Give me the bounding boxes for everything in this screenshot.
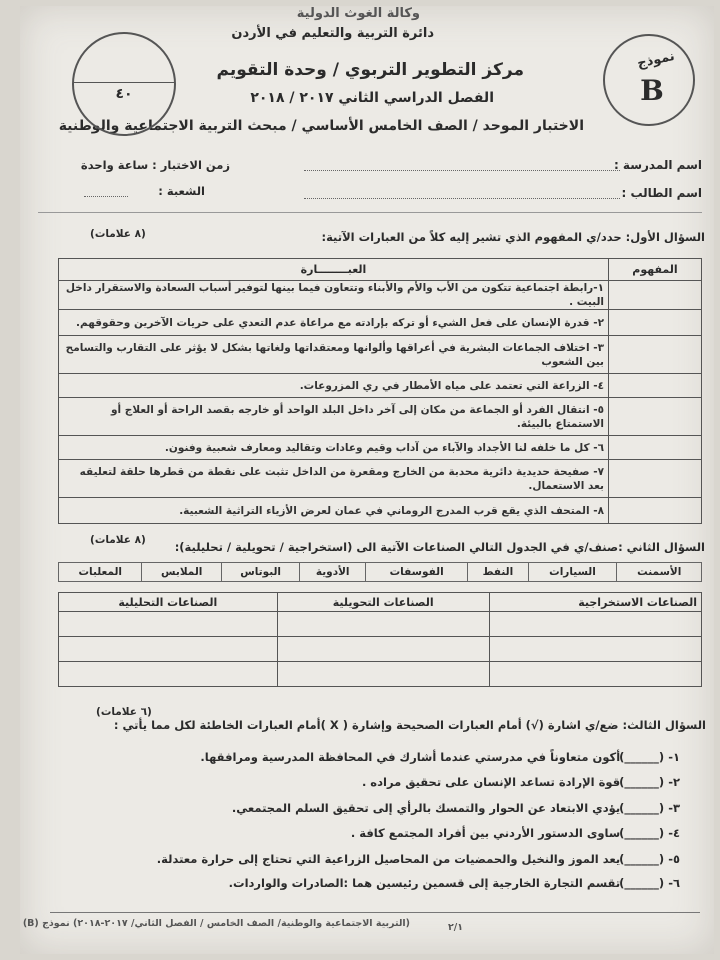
- table-row: [59, 336, 702, 374]
- table-row: [59, 662, 702, 687]
- answer-cell[interactable]: [59, 637, 278, 662]
- semester: الفصل الدراسي الثاني ٢٠١٧ / ٢٠١٨: [250, 90, 494, 106]
- concept-answer-cell[interactable]: [609, 436, 702, 460]
- industry-item: الفوسفات: [366, 563, 468, 582]
- answer-cell[interactable]: [277, 637, 489, 662]
- q2-col-analytical: الصناعات التحليلية: [59, 593, 278, 612]
- q3-item-number: ٥-: [668, 852, 680, 866]
- q3-item-text: يعد الموز والنخيل والحمضيات من المحاصيل الزراعية التي تحتاج إلى حرارة معتدلة.: [156, 852, 621, 866]
- statement-cell: ٤- الزراعة التي تعتمد على مياه الأمطار في ري المزروعات.: [59, 374, 609, 398]
- industry-item: البوتاس: [221, 563, 299, 582]
- q3-item-text: أكون متعاوناً في مدرستي عندما أشارك في المحافظة المدرسية ومرافقها.: [200, 750, 621, 764]
- statement-cell: ٢- قدرة الإنسان على فعل الشيء أو تركه بإرادته مع مراعاة عدم التعدي على حريات الآخرين وحقوقهم.: [59, 310, 609, 336]
- q3-item: [180, 750, 680, 764]
- statement-cell: ٦- كل ما خلفه لنا الأجداد والآباء من آداب وقيم وعادات وتقاليد ومعارف شعبية وفنون.: [59, 436, 609, 460]
- q2-col-transformative: الصناعات التحويلية: [277, 593, 489, 612]
- school-field[interactable]: [304, 170, 620, 171]
- q3-item: [156, 852, 680, 866]
- q3-item-number: ٤-: [668, 826, 680, 840]
- q2-col-extractive: الصناعات الاستخراجية: [489, 593, 701, 612]
- table-row: [59, 310, 702, 336]
- model-circle: [603, 34, 695, 126]
- answer-cell[interactable]: [489, 637, 701, 662]
- table-row: [59, 637, 702, 662]
- q2-items-row: [58, 562, 702, 582]
- q2-header-row: [59, 593, 702, 612]
- statement-cell: ١-رابطة اجتماعية تتكون من الأب والأم والأبناء وتتعاون فيما بينها لتوفير أسباب السعادة والاستقرار داخل البيت .: [59, 281, 609, 310]
- student-label: اسم الطالب :: [621, 186, 702, 200]
- q1-marks: (٨ علامات): [90, 228, 146, 240]
- table-row: [59, 436, 702, 460]
- q3-item-text: يؤدي الابتعاد عن الحوار والتمسك بالرأي إلى تحقيق السلم المجتمعي.: [231, 801, 621, 815]
- answer-cell[interactable]: [277, 662, 489, 687]
- q3-item-number: ٦-: [668, 876, 680, 890]
- q3-item-text: قوة الإرادة تساعد الإنسان على تحقيق مراده .: [361, 775, 621, 789]
- answer-blank[interactable]: (______): [619, 775, 665, 789]
- page-number: ٢/١: [448, 922, 464, 933]
- answer-cell[interactable]: [277, 612, 489, 637]
- q3-item-text: تقسم التجارة الخارجية إلى قسمين رئيسين هما :الصادرات والواردات.: [228, 876, 621, 890]
- q3-item: [180, 876, 680, 890]
- industry-item: الأدوية: [300, 563, 366, 582]
- concept-answer-cell[interactable]: [609, 498, 702, 524]
- concept-answer-cell[interactable]: [609, 336, 702, 374]
- answer-cell[interactable]: [489, 612, 701, 637]
- header-divider: [38, 212, 702, 213]
- industry-item: الملابس: [142, 563, 221, 582]
- answer-blank[interactable]: (______): [619, 826, 665, 840]
- answer-blank[interactable]: (______): [619, 876, 665, 890]
- answer-cell[interactable]: [59, 662, 278, 687]
- table-row: [59, 281, 702, 310]
- model-label: نموذج: [635, 48, 677, 72]
- q3-item-number: ١-: [668, 750, 680, 764]
- statement-cell: ٨- المتحف الذي يقع قرب المدرج الروماني في عمان لعرض الأزياء التراثية الشعبية.: [59, 498, 609, 524]
- concept-answer-cell[interactable]: [609, 281, 702, 310]
- q3-item-number: ٢-: [668, 775, 680, 789]
- q3-item: [180, 775, 680, 789]
- answer-cell[interactable]: [59, 612, 278, 637]
- answer-blank[interactable]: (______): [619, 750, 665, 764]
- q1-table: [58, 258, 702, 524]
- q3-item: [180, 801, 680, 815]
- exam-title: الاختبار الموحد / الصف الخامس الأساسي / مبحث التربية الاجتماعية والوطنية: [58, 118, 584, 134]
- q3-item-number: ٣-: [668, 801, 680, 815]
- q2-marks: (٨ علامات): [90, 534, 146, 546]
- q2-title: السؤال الثاني :صنف/ي في الجدول التالي الصناعات الآتية الى (استخراجية / تحويلية / تحليلية):: [174, 540, 705, 554]
- time-label: زمن الاختبار : ساعة واحدة: [80, 158, 230, 172]
- statement-cell: ٥- انتقال الفرد أو الجماعة من مكان إلى آخر داخل البلد الواحد أو خارجه بقصد الراحة أو العلاج أو الاستمتاع بالبيئة.: [59, 398, 609, 436]
- q3-title: السؤال الثالث: ضع/ي اشارة (√) أمام العبارات الصحيحة وإشارة ( X )أمام العبارات الخاطئة لكل مما يأتي :: [113, 718, 706, 732]
- answer-blank[interactable]: (______): [619, 852, 665, 866]
- center-name: مركز التطوير التربوي / وحدة التقويم: [216, 60, 524, 80]
- statement-cell: ٧- صفيحة حديدية دائرية محدبة من الخارج ومقعرة من الداخل تثبت على نقطة من قطرها حلقة لتعليقه بعد الاستعمال.: [59, 460, 609, 498]
- footer-divider: [50, 912, 700, 913]
- department-name: دائرة التربية والتعليم في الأردن: [231, 26, 434, 41]
- statement-cell: ٣- اختلاف الجماعات البشرية في أعراقها وألوانها ومعتقداتها ولغاتها بشكل لا يؤثر على التقارب والتسامح بين الشعوب: [59, 336, 609, 374]
- answer-blank[interactable]: (______): [619, 801, 665, 815]
- student-field[interactable]: [304, 198, 620, 199]
- industry-item: الأسمنت: [617, 563, 702, 582]
- q1-title: السؤال الأول: حدد/ي المفهوم الذي تشير إليه كلاً من العبارات الآتية:: [321, 230, 705, 244]
- answer-cell[interactable]: [489, 662, 701, 687]
- table-row: [59, 498, 702, 524]
- industry-item: السيارات: [528, 563, 617, 582]
- table-row: [59, 398, 702, 436]
- section-field[interactable]: [84, 196, 128, 197]
- table-row: [59, 374, 702, 398]
- model-letter: B: [640, 74, 664, 107]
- q1-col-concept: المفهوم: [609, 259, 702, 281]
- school-label: اسم المدرسة :: [613, 158, 702, 172]
- agency-name: وكالة الغوث الدولية: [296, 6, 420, 21]
- concept-answer-cell[interactable]: [609, 460, 702, 498]
- q3-item: [180, 826, 680, 840]
- concept-answer-cell[interactable]: [609, 398, 702, 436]
- grade-circle: [72, 32, 176, 136]
- footer-info: (التربية الاجتماعية والوطنية/ الصف الخامس / الفصل الثاني/ ٢٠١٧-٢٠١٨) نموذج (B): [22, 918, 410, 929]
- industry-item: المعلبات: [59, 563, 142, 582]
- table-row: [59, 460, 702, 498]
- concept-answer-cell[interactable]: [609, 310, 702, 336]
- q1-col-statement: العبــــــــارة: [59, 259, 609, 281]
- q2-table: [58, 592, 702, 687]
- section-label: الشعبة :: [158, 184, 205, 198]
- table-row: [59, 612, 702, 637]
- q3-marks: (٦ علامات): [96, 706, 152, 718]
- grade-divider: [74, 82, 174, 83]
- exam-sheet: [20, 6, 714, 954]
- q1-header-row: [59, 259, 702, 281]
- industry-item: النفط: [468, 563, 528, 582]
- q3-item-text: ساوى الدستور الأردني بين أفراد المجتمع كافة .: [350, 826, 621, 840]
- concept-answer-cell[interactable]: [609, 374, 702, 398]
- total-marks: ٤٠: [115, 86, 133, 102]
